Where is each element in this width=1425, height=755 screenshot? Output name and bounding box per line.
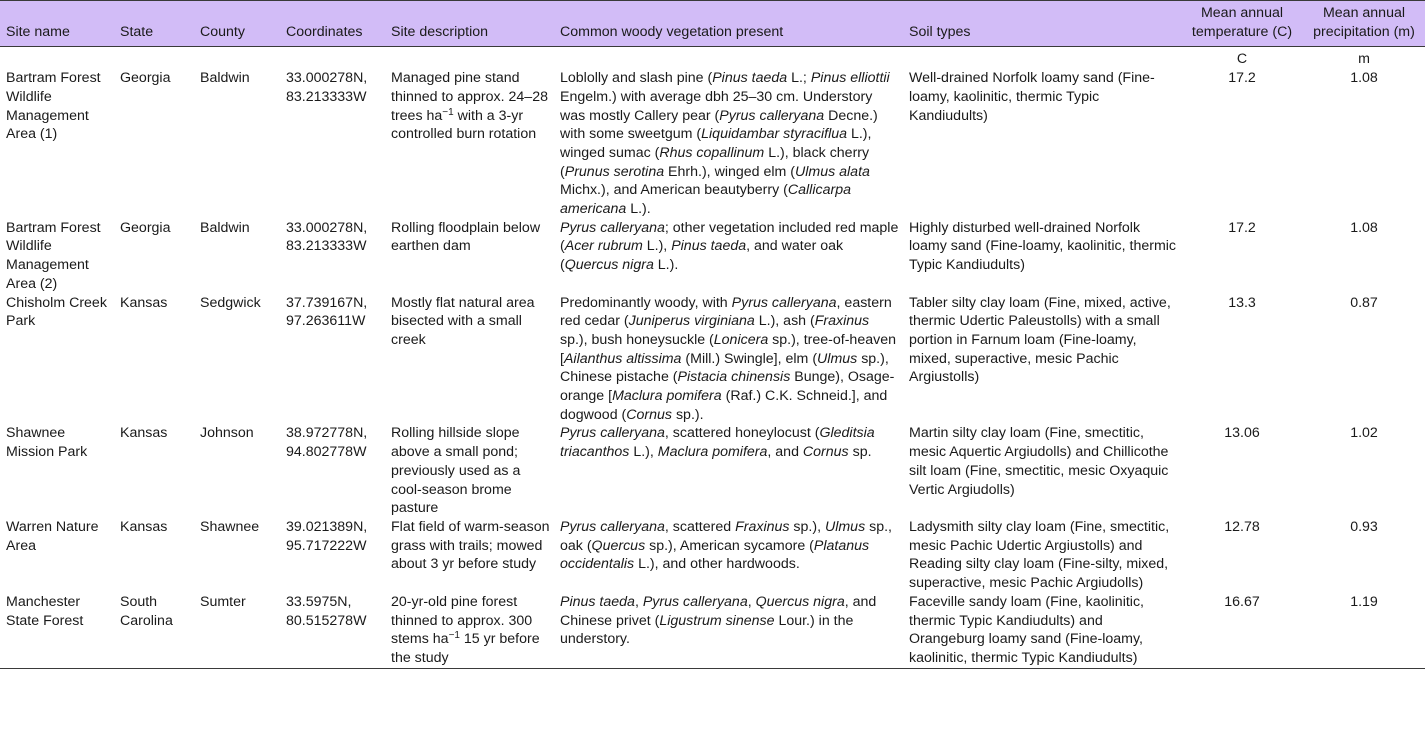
coordinates-cell: [280, 219, 385, 294]
text-run: L.),: [629, 444, 658, 461]
table-row: [0, 294, 1425, 425]
site-name-cell: Bartram Forest Wildlife Management Area (2): [6, 219, 101, 292]
species-name: Quercus nigra: [564, 257, 654, 274]
text-run: Michx.), and American beautyberry (: [560, 182, 788, 199]
latitude: 39.021389N,: [286, 518, 368, 535]
site-name-cell: Manchester State Forest: [0, 593, 114, 668]
text-run: (Raf.) C.K. Schneid.], and dogwood (: [560, 388, 888, 423]
species-name: Maclura pomifera: [612, 388, 722, 405]
species-name: Fraxinus: [735, 518, 790, 535]
text-run: L.), ash (: [754, 313, 815, 330]
text-run: ,: [747, 593, 756, 610]
units-row: [0, 47, 1425, 69]
coordinates-cell: [280, 518, 385, 593]
text-run: , scattered honeylocust (: [664, 425, 820, 442]
vegetation-cell: [554, 518, 903, 593]
header-vegetation: Common woody vegetation present: [554, 1, 903, 47]
text-run: Managed pine stand thinned to approx. 24–28 trees ha: [391, 70, 548, 124]
coordinates-cell: [280, 424, 385, 518]
state-cell: Georgia: [120, 70, 171, 87]
temperature-cell: 13.06: [1224, 425, 1260, 442]
header-row: [0, 1, 1425, 47]
text-run: , and Chinese privet (: [560, 593, 877, 629]
state-cell: Kansas: [120, 518, 168, 535]
species-name: Gleditsia triacanthos: [560, 425, 875, 461]
county-cell: Sedgwick: [200, 294, 261, 311]
precipitation-cell: 0.87: [1350, 294, 1378, 311]
text-run: Loblolly and slash pine (: [560, 70, 713, 87]
text-run: Mostly flat natural area bisected with a small creek: [391, 294, 535, 348]
longitude: 94.802778W: [286, 444, 367, 461]
coordinates-cell: [280, 593, 385, 668]
precipitation-cell: 1.08: [1350, 219, 1378, 236]
state-cell: Kansas: [120, 425, 168, 442]
species-name: Cornus: [802, 444, 849, 461]
text-run: L.;: [787, 70, 811, 87]
coordinates-cell: [280, 69, 385, 219]
soil-types-cell: Martin silty clay loam (Fine, smectitic, mesic Aquertic Argiudolls) and Chillicothe silt loam (Fine, smectitic, mesic Oxyaquic Vertic Argiudolls): [909, 425, 1169, 498]
longitude: 95.717222W: [286, 537, 367, 554]
species-name: Prunus serotina: [564, 163, 665, 180]
text-run: Bunge), Osage-orange [: [560, 369, 895, 405]
soil-types-cell: Ladysmith silty clay loam (Fine, smectitic, mesic Pachic Udertic Argiustolls) and Reading silty clay loam (Fine-silty, mixed, superactive, mesic Pachic Argiudolls): [909, 518, 1170, 592]
site-description-cell: [385, 518, 554, 593]
text-run: sp.), Chinese pistache (: [560, 350, 889, 386]
county-cell: Baldwin: [200, 70, 250, 87]
site-name-cell: Chisholm Creek Park: [6, 294, 107, 330]
site-name-cell: Bartram Forest Wildlife Management Area (1): [6, 70, 101, 143]
soil-types-cell: Faceville sandy loam (Fine, kaolinitic, thermic Typic Kandiudults) and Orangeburg loamy sand (Fine-loamy, kaolinitic, thermic Typic Kandiudults): [903, 593, 1181, 668]
table-row: [0, 219, 1425, 294]
soil-types-cell: Well-drained Norfolk loamy sand (Fine-loamy, kaolinitic, thermic Typic Kandiudults): [909, 70, 1155, 124]
header-coordinates: Coordinates: [280, 1, 385, 47]
species-name: Maclura pomifera: [657, 444, 768, 461]
text-run: L.), winged sumac (: [560, 126, 872, 161]
text-run: L.), black cherry (: [560, 144, 870, 180]
temperature-cell: 16.67: [1181, 593, 1303, 668]
temperature-cell: 17.2: [1228, 70, 1256, 87]
text-run: L.).: [626, 201, 651, 218]
state-cell: South Carolina: [114, 593, 194, 668]
temperature-cell: 13.3: [1228, 294, 1256, 311]
text-run: Engelm.) with average dbh 25–30 cm. Understory was mostly Callery pear (: [560, 88, 873, 124]
text-run: Predominantly woody, with: [560, 294, 732, 311]
state-cell: Georgia: [120, 219, 171, 236]
header-site-name: Site name: [0, 1, 114, 47]
species-name: Fraxinus: [814, 313, 870, 330]
text-run: sp.: [848, 444, 872, 461]
site-description-cell: [385, 219, 554, 294]
temperature-cell: 17.2: [1228, 219, 1256, 236]
species-name: Quercus nigra: [755, 593, 845, 610]
latitude: 33.000278N,: [286, 70, 368, 87]
precipitation-cell: 1.19: [1303, 593, 1425, 668]
species-name: Pinus elliottii: [810, 70, 890, 87]
unit-temperature: C: [1236, 51, 1248, 68]
text-run: 20-yr-old pine forest thinned to approx. 300 stems ha: [391, 593, 533, 648]
text-run: Decne.) with some sweetgum (: [560, 107, 878, 143]
species-name: Liquidambar styraciflua: [701, 126, 848, 143]
header-county: County: [194, 1, 280, 47]
longitude: 83.213333W: [286, 238, 367, 255]
species-name: Juniperus virginiana: [628, 313, 755, 330]
precipitation-cell: 1.02: [1350, 425, 1378, 442]
county-cell: Baldwin: [200, 219, 250, 236]
species-name: Acer rubrum: [564, 238, 643, 255]
text-run: (Mill.) Swingle], elm (: [681, 350, 818, 367]
latitude: 38.972778N,: [286, 425, 368, 442]
species-name: Ligustrum sinense: [659, 612, 775, 629]
latitude: 33.5975N,: [286, 593, 352, 610]
site-name-cell: Shawnee Mission Park: [6, 425, 88, 461]
species-name: Pinus taeda: [712, 70, 788, 87]
county-cell: Shawnee: [200, 518, 260, 535]
precipitation-cell: 0.93: [1350, 518, 1378, 535]
site-description-cell: [385, 593, 554, 668]
temperature-cell: 12.78: [1224, 518, 1260, 535]
text-run: ; other vegetation included red maple (: [560, 219, 899, 255]
site-name-cell: Warren Nature Area: [6, 518, 99, 554]
text-run: sp.), American sycamore (: [645, 537, 814, 554]
text-run: L.), and other hardwoods.: [634, 556, 800, 573]
species-name: Pyrus calleryana: [560, 425, 665, 442]
table-row: [0, 424, 1425, 518]
vegetation-cell: [554, 69, 903, 219]
species-name: Ulmus: [817, 350, 858, 367]
vegetation-cell: [554, 294, 903, 425]
text-run: , and water oak (: [560, 238, 844, 274]
species-name: Pyrus calleryana: [731, 294, 837, 311]
header-soil-types: Soil types: [903, 1, 1181, 47]
species-name: Platanus occidentalis: [560, 537, 870, 573]
vegetation-cell: [554, 593, 903, 668]
species-name: Ulmus: [824, 518, 866, 535]
text-run: sp., oak (: [560, 518, 892, 554]
text-run: Ehrh.), winged elm (: [664, 163, 795, 180]
text-run: with a 3-yr controlled burn rotation: [391, 107, 537, 143]
coordinates-cell: [280, 294, 385, 425]
text-run: Flat field of warm-season grass with trails; mowed about 3 yr before study: [391, 518, 550, 573]
county-cell: Johnson: [200, 425, 254, 442]
vegetation-cell: [554, 219, 903, 294]
text-run: Lour.) in the understory.: [560, 612, 854, 648]
text-run: Rolling floodplain below earthen dam: [391, 219, 541, 255]
text-run: , and: [767, 444, 803, 461]
table-row: [0, 593, 1425, 668]
text-run: , eastern red cedar (: [560, 294, 892, 330]
species-name: Ailanthus altissima: [563, 350, 682, 367]
latitude: 33.000278N,: [286, 219, 368, 236]
site-description-cell: [385, 69, 554, 219]
header-temperature: Mean annual temperature (C): [1181, 1, 1303, 47]
species-name: Callicarpa americana: [560, 182, 851, 218]
text-run: sp.), tree-of-heaven [: [560, 331, 896, 367]
vegetation-cell: [554, 424, 903, 518]
unit-precipitation: m: [1358, 51, 1370, 68]
text-run: sp.), bush honeysuckle (: [560, 331, 714, 348]
table-row: [0, 518, 1425, 593]
species-name: Rhus copallinum: [659, 144, 765, 161]
header-precipitation: Mean annual precipitation (m): [1303, 1, 1425, 47]
soil-types-cell: Highly disturbed well-drained Norfolk loamy sand (Fine-loamy, kaolinitic, thermic Typic Kandiudults): [909, 219, 1177, 274]
species-name: Pyrus calleryana: [642, 593, 748, 610]
text-run: 15 yr before the study: [391, 631, 540, 666]
longitude: 97.263611W: [286, 313, 366, 330]
table-body: [0, 47, 1425, 668]
species-name: Pinus taeda: [671, 238, 747, 255]
exponent: −1: [448, 630, 460, 642]
species-name: Pistacia chinensis: [677, 369, 791, 386]
header-site-description: Site description: [385, 1, 554, 47]
text-run: Rolling hillside slope above a small pond; previously used as a cool-season brome pasture: [391, 425, 521, 517]
species-name: Pinus taeda: [560, 593, 635, 610]
table-row: [0, 69, 1425, 219]
species-name: Quercus: [591, 537, 646, 554]
state-cell: Kansas: [120, 294, 168, 311]
species-name: Cornus: [626, 406, 673, 423]
exponent: −1: [442, 106, 454, 118]
species-name: Pyrus calleryana: [560, 518, 665, 535]
header-state: State: [114, 1, 194, 47]
text-run: sp.).: [672, 406, 704, 423]
text-run: L.),: [642, 238, 672, 255]
county-cell: Sumter: [194, 593, 280, 668]
site-description-cell: [385, 294, 554, 425]
species-name: Ulmus alata: [795, 163, 870, 180]
precipitation-cell: 1.08: [1350, 70, 1378, 87]
text-run: L.).: [653, 257, 679, 274]
longitude: 80.515278W: [286, 612, 367, 629]
latitude: 37.739167N,: [286, 294, 368, 311]
text-run: sp.),: [789, 518, 825, 535]
text-run: , scattered: [664, 518, 736, 535]
species-name: Lonicera: [713, 331, 769, 348]
longitude: 83.213333W: [286, 88, 367, 105]
soil-types-cell: Tabler silty clay loam (Fine, mixed, active, thermic Udertic Paleustolls) with a small portion in Farnum loam (Fine-loamy, mixed, superactive, mesic Pachic Argiustolls): [909, 294, 1171, 386]
text-run: ,: [634, 593, 643, 610]
site-description-cell: [385, 424, 554, 518]
species-name: Pyrus calleryana: [560, 219, 665, 236]
species-name: Pyrus calleryana: [719, 107, 825, 124]
